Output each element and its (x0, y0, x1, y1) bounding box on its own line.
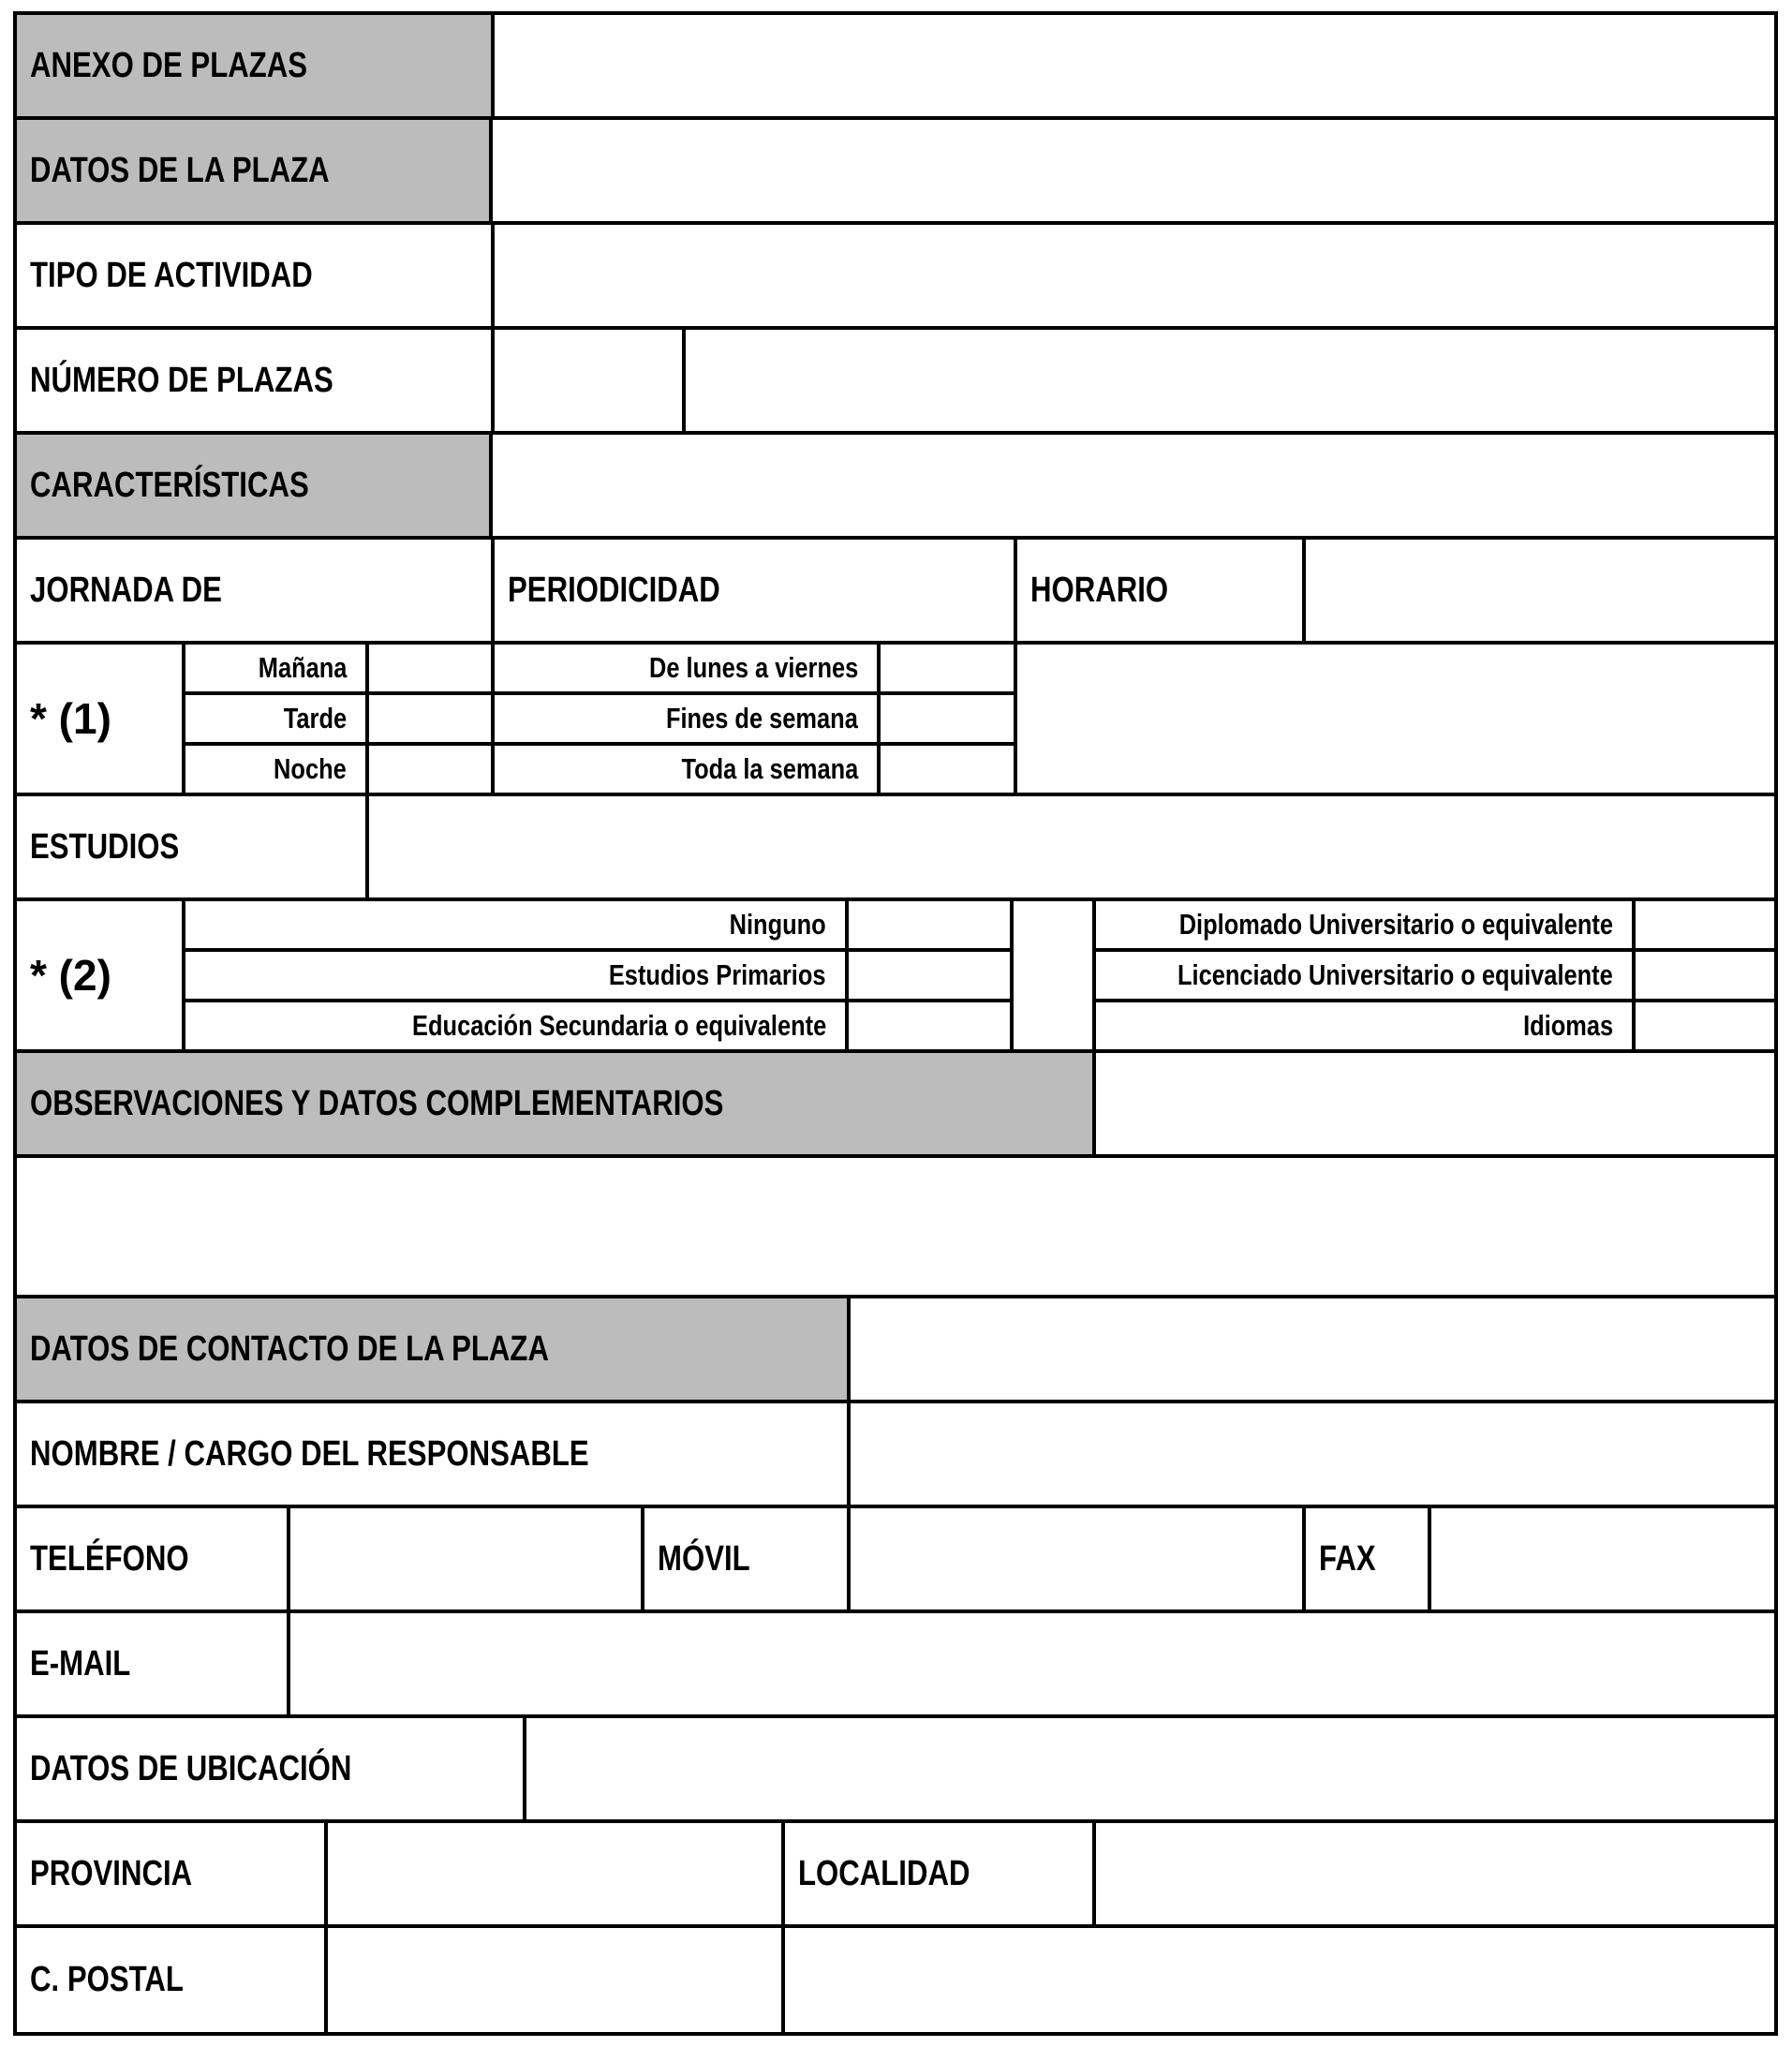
tipo-actividad-label: TIPO DE ACTIVIDAD (15, 223, 493, 328)
estudios-option-idiomas: Idiomas (1094, 1001, 1634, 1051)
observaciones-textarea[interactable] (15, 1156, 1776, 1297)
estudios-ninguno-checkbox[interactable] (847, 899, 1012, 950)
jornada-option-manana: Mañana (184, 643, 367, 693)
numero-plazas-extra-field[interactable] (684, 328, 1776, 433)
observaciones-side-field[interactable] (1094, 1051, 1776, 1156)
datos-plaza-header: DATOS DE LA PLAZA (15, 118, 491, 223)
localidad-label: LOCALIDAD (783, 1821, 1094, 1926)
jornada-option-tarde: Tarde (184, 693, 367, 744)
periodicidad-fines-semana-checkbox[interactable] (879, 693, 1015, 744)
horario-detail-field[interactable] (1015, 643, 1776, 794)
email-label: E-MAIL (15, 1611, 289, 1716)
responsable-label: NOMBRE / CARGO DEL RESPONSABLE (15, 1402, 849, 1506)
telefono-label: TELÉFONO (15, 1506, 289, 1611)
cpostal-extra-field[interactable] (783, 1926, 1776, 2034)
estudios-option-licenciado: Licenciado Universitario o equivalente (1094, 950, 1634, 1001)
estudios-option-ninguno: Ninguno (184, 899, 847, 950)
provincia-label: PROVINCIA (15, 1821, 326, 1926)
localidad-field[interactable] (1094, 1821, 1776, 1926)
jornada-label: JORNADA DE (15, 538, 493, 643)
estudios-option-primarios: Estudios Primarios (184, 950, 847, 1001)
estudios-label: ESTUDIOS (15, 794, 367, 899)
periodicidad-option-lunes-viernes: De lunes a viernes (493, 643, 879, 693)
fax-field[interactable] (1429, 1506, 1776, 1611)
fax-label: FAX (1304, 1506, 1429, 1611)
cpostal-field[interactable] (326, 1926, 783, 2034)
numero-plazas-field[interactable] (493, 328, 684, 433)
estudios-spacer (1012, 899, 1094, 1051)
estudios-option-secundaria: Educación Secundaria o equivalente (184, 1001, 847, 1051)
periodicidad-toda-semana-checkbox[interactable] (879, 744, 1015, 794)
caracteristicas-header: CARACTERÍSTICAS (15, 433, 491, 538)
movil-label: MÓVIL (643, 1506, 849, 1611)
periodicidad-label: PERIODICIDAD (493, 538, 1015, 643)
jornada-manana-checkbox[interactable] (367, 643, 493, 693)
observaciones-header: OBSERVACIONES Y DATOS COMPLEMENTARIOS (15, 1051, 1094, 1156)
horario-label: HORARIO (1015, 538, 1304, 643)
note-2: * (2) (15, 899, 184, 1051)
estudios-secundaria-checkbox[interactable] (847, 1001, 1012, 1051)
provincia-field[interactable] (326, 1821, 783, 1926)
estudios-licenciado-checkbox[interactable] (1634, 950, 1776, 1001)
plazas-form (13, 11, 1778, 2036)
estudios-option-diplomado: Diplomado Universitario o equivalente (1094, 899, 1634, 950)
estudios-field[interactable] (367, 794, 1776, 899)
anexo-plazas-header: ANEXO DE PLAZAS (15, 13, 493, 118)
periodicidad-lunes-viernes-checkbox[interactable] (879, 643, 1015, 693)
datos-plaza-field[interactable] (491, 118, 1776, 223)
jornada-noche-checkbox[interactable] (367, 744, 493, 794)
ubicacion-label: DATOS DE UBICACIÓN (15, 1716, 525, 1821)
caracteristicas-field[interactable] (491, 433, 1776, 538)
contacto-header: DATOS DE CONTACTO DE LA PLAZA (15, 1297, 849, 1402)
responsable-field[interactable] (849, 1402, 1776, 1506)
horario-field[interactable] (1304, 538, 1776, 643)
estudios-diplomado-checkbox[interactable] (1634, 899, 1776, 950)
jornada-option-noche: Noche (184, 744, 367, 794)
anexo-plazas-field[interactable] (493, 13, 1776, 118)
estudios-primarios-checkbox[interactable] (847, 950, 1012, 1001)
ubicacion-field[interactable] (525, 1716, 1776, 1821)
contacto-field[interactable] (849, 1297, 1776, 1402)
telefono-field[interactable] (289, 1506, 643, 1611)
cpostal-label: C. POSTAL (15, 1926, 326, 2034)
note-1: * (1) (15, 643, 184, 794)
numero-plazas-label: NÚMERO DE PLAZAS (15, 328, 493, 433)
estudios-idiomas-checkbox[interactable] (1634, 1001, 1776, 1051)
email-field[interactable] (289, 1611, 1776, 1716)
jornada-tarde-checkbox[interactable] (367, 693, 493, 744)
tipo-actividad-field[interactable] (493, 223, 1776, 328)
periodicidad-option-fines-semana: Fines de semana (493, 693, 879, 744)
movil-field[interactable] (849, 1506, 1304, 1611)
periodicidad-option-toda-semana: Toda la semana (493, 744, 879, 794)
